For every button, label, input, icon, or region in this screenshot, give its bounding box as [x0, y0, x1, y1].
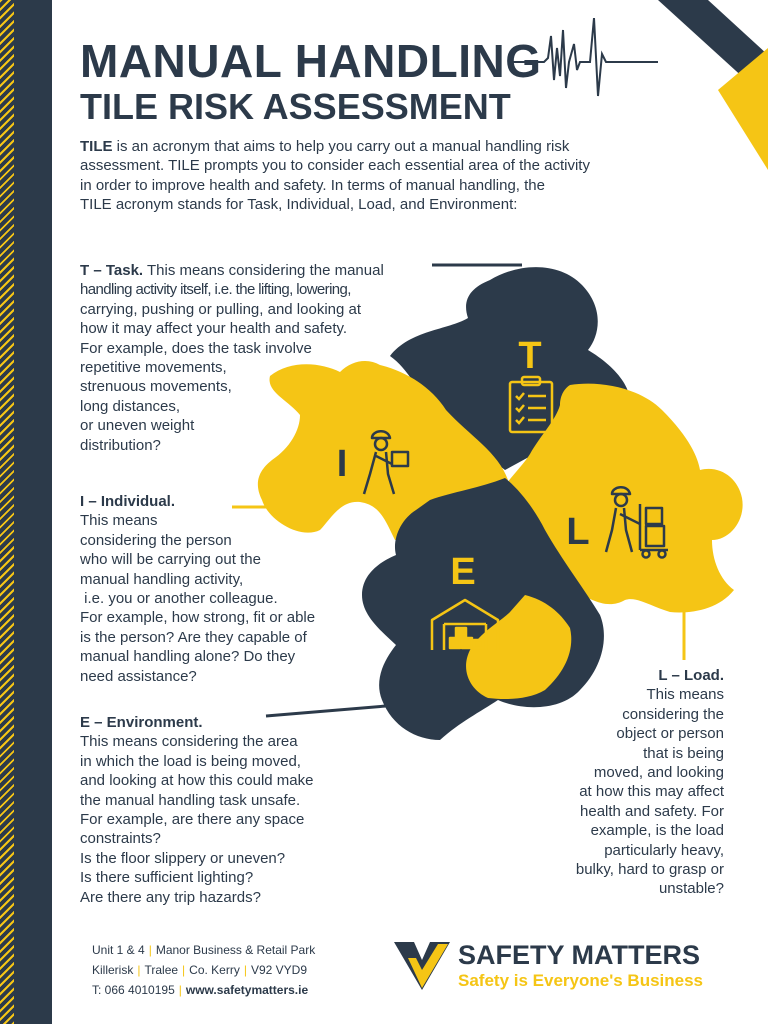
load-text: This means — [646, 686, 724, 704]
load-text: considering the — [622, 705, 724, 723]
load-text: object or person — [616, 725, 724, 743]
brand-tagline: Safety is Everyone's Business — [458, 971, 703, 990]
task-heading: T – Task. — [80, 262, 144, 279]
environment-text: Is the floor slippery or uneven? — [80, 849, 286, 867]
letter-t: T — [518, 335, 542, 377]
address-part: Manor Business & Retail Park — [155, 943, 316, 957]
task-text: This means considering the manual — [143, 262, 384, 279]
individual-text: For example, how strong, fit or able — [80, 609, 316, 627]
task-text: handling activity itself, i.e. the lifting, lowering, — [80, 281, 351, 299]
environment-heading: E – Environment. — [80, 714, 203, 731]
individual-text: need assistance? — [80, 667, 197, 685]
individual-section — [80, 492, 360, 686]
website-link[interactable]: www.safetymatters.ie — [185, 983, 309, 997]
individual-text: who will be carrying out the — [80, 551, 261, 569]
address-part: Unit 1 & 4 — [92, 943, 145, 957]
individual-text: manual handling alone? Do they — [80, 648, 296, 666]
task-text: carrying, pushing or pulling, and looking at — [80, 300, 362, 318]
task-text: how it may affect your health and safety. — [80, 320, 348, 338]
load-text: at how this may affect — [579, 783, 724, 801]
intro-line: TILE acronym stands for Task, Individual, Load, and Environment: — [80, 196, 518, 214]
task-text: distribution? — [80, 436, 161, 454]
environment-text: Is there sufficient lighting? — [80, 869, 254, 887]
intro-line: in order to improve health and safety. In terms of manual handling, the — [80, 176, 545, 194]
safety-matters-logo-icon — [394, 940, 450, 992]
task-text: strenuous movements, — [80, 378, 232, 396]
load-text: example, is the load — [590, 822, 724, 840]
intro-lead: TILE — [80, 138, 113, 155]
address-part: Tralee — [144, 963, 179, 977]
environment-text: and looking at how this could make — [80, 772, 314, 790]
address-part: Killerisk — [92, 963, 134, 977]
individual-heading: I – Individual. — [80, 493, 176, 510]
letter-e: E — [450, 551, 476, 593]
letter-l: L — [566, 511, 590, 553]
individual-text: i.e. you or another colleague. — [80, 590, 278, 608]
letter-i: I — [336, 443, 348, 485]
load-text: particularly heavy, — [604, 841, 724, 859]
brand-name: SAFETY MATTERS — [458, 940, 701, 970]
task-text: long distances, — [80, 397, 181, 415]
task-text: or uneven weight — [80, 417, 195, 435]
environment-text: constraints? — [80, 830, 161, 848]
environment-text: For example, are there any space — [80, 811, 305, 829]
individual-text: considering the person — [80, 531, 232, 549]
environment-text: This means considering the area — [80, 733, 298, 751]
phone-number: T: 066 4010195 — [92, 983, 175, 997]
environment-text: Are there any trip hazards? — [80, 888, 261, 906]
page-subtitle: TILE RISK ASSESSMENT — [80, 86, 511, 127]
load-text: health and safety. For — [580, 802, 724, 820]
intro-line: assessment. TILE prompts you to consider each essential area of the activity — [80, 157, 590, 175]
intro-line: is an acronym that aims to help you carry out a manual handling risk — [112, 138, 570, 155]
task-text: repetitive movements, — [80, 359, 227, 377]
environment-section — [80, 713, 380, 907]
task-text: For example, does the task involve — [80, 339, 312, 357]
environment-text: the manual handling task unsafe. — [80, 791, 301, 809]
task-section — [80, 261, 420, 455]
load-section — [520, 666, 724, 899]
footer-address: Unit 1 & 4 | Manor Business & Retail Park Killerisk | Tralee | Co. Kerry | V92 VYD9 T: 066 4010195 | www.safetymatters.ie — [92, 943, 316, 997]
load-text: unstable? — [658, 880, 724, 898]
load-text: that is being — [643, 744, 724, 762]
individual-text: is the person? Are they capable of — [80, 628, 307, 646]
address-part: V92 VYD9 — [250, 963, 308, 977]
environment-text: in which the load is being moved, — [80, 752, 301, 770]
page-title: MANUAL HANDLING — [80, 35, 542, 87]
individual-text: This means — [80, 512, 158, 530]
individual-text: manual handling activity, — [80, 570, 244, 588]
load-text: bulky, hard to grasp or — [575, 861, 724, 879]
address-part: Co. Kerry — [189, 963, 240, 977]
load-heading: L – Load. — [658, 667, 724, 684]
load-text: moved, and looking — [593, 764, 724, 782]
